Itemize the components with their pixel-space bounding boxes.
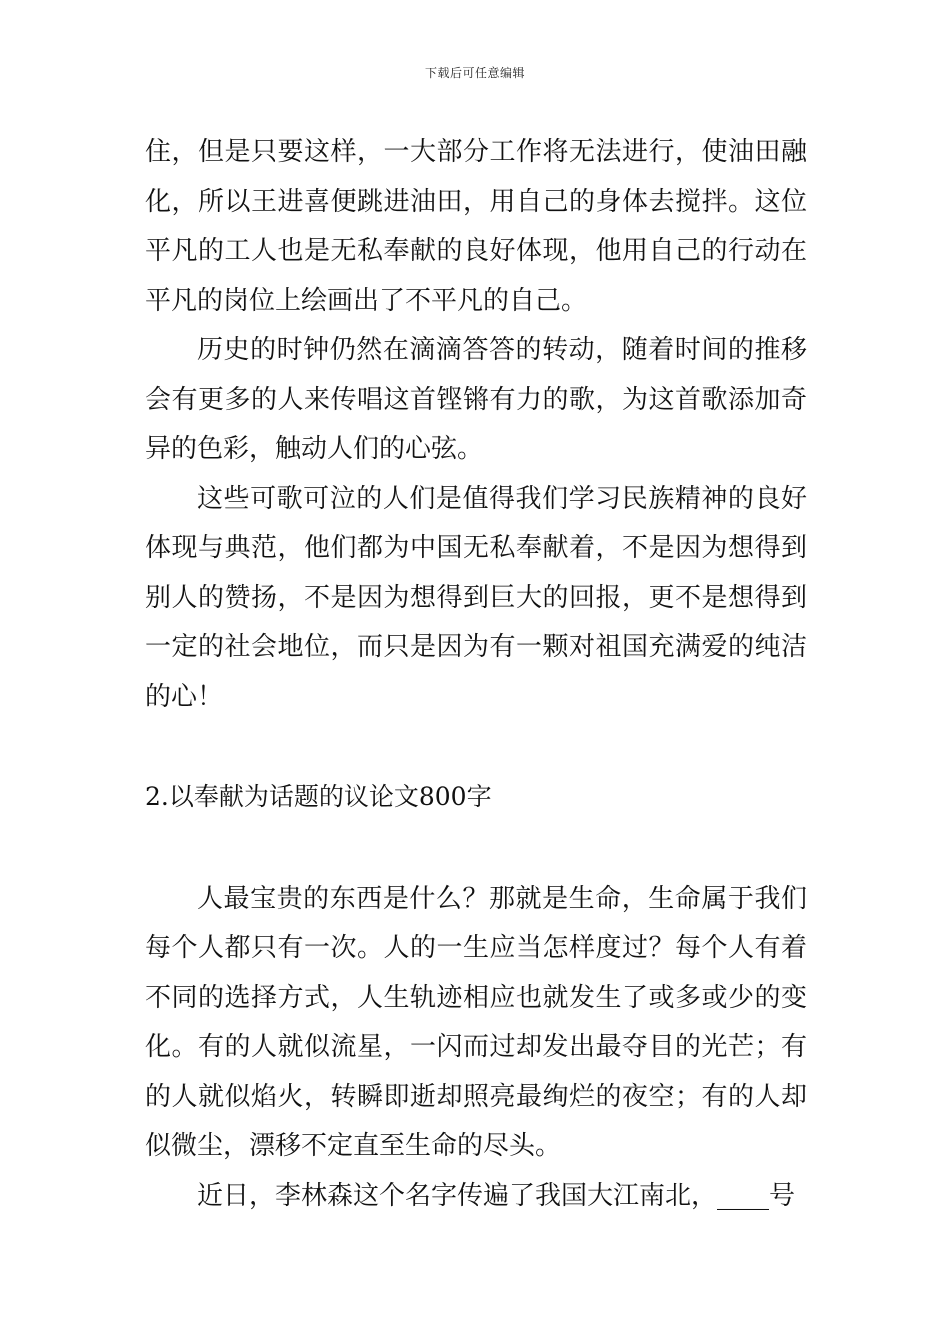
page-header: 下载后可任意编辑 [424, 66, 525, 80]
paragraph-history-clock: 历史的时钟仍然在滴滴答答的转动，随着时间的推移会有更多的人来传唱这首铿锵有力的歌，为这首歌添加奇异的色彩，触动人们的心弦。 [145, 335, 807, 464]
spacer [145, 722, 807, 772]
paragraph-value-of-life: 人最宝贵的东西是什么？那就是生命，生命属于我们每个人都只有一次。人的一生应当怎样度过？每个人有着不同的选择方式，人生轨迹相应也就发生了或多或少的变化。有的人就似流星，一闪而过却发出最夺目的光芒；有的人就似焰火，转瞬即逝却照亮最绚烂的夜空；有的人却似微尘，漂移不定直至生命的尽头。 [145, 883, 807, 1161]
section-heading: 2.以奉献为话题的议论文800字 [145, 782, 492, 811]
paragraph-wang-jinxi: 住，但是只要这样，一大部分工作将无法进行，使油田融化，所以王进喜便跳进油田，用自己的身体去搅拌。这位平凡的工人也是无私奉献的良好体现，他用自己的行动在平凡的岗位上绘画出了不平凡的自己。 [145, 137, 807, 316]
paragraph-li-linsen: 近日，李林森这个名字传遍了我国大江南北，____号 [197, 1180, 796, 1211]
paragraph-role-models: 这些可歌可泣的人们是值得我们学习民族精神的良好体现与典范，他们都为中国无私奉献着，不是因为想得到别人的赞扬，不是因为想得到巨大的回报，更不是想得到一定的社会地位，而只是因为有一颗对祖国充满爱的纯洁的心！ [145, 483, 807, 712]
document-body [145, 128, 807, 1221]
spacer [145, 822, 807, 875]
